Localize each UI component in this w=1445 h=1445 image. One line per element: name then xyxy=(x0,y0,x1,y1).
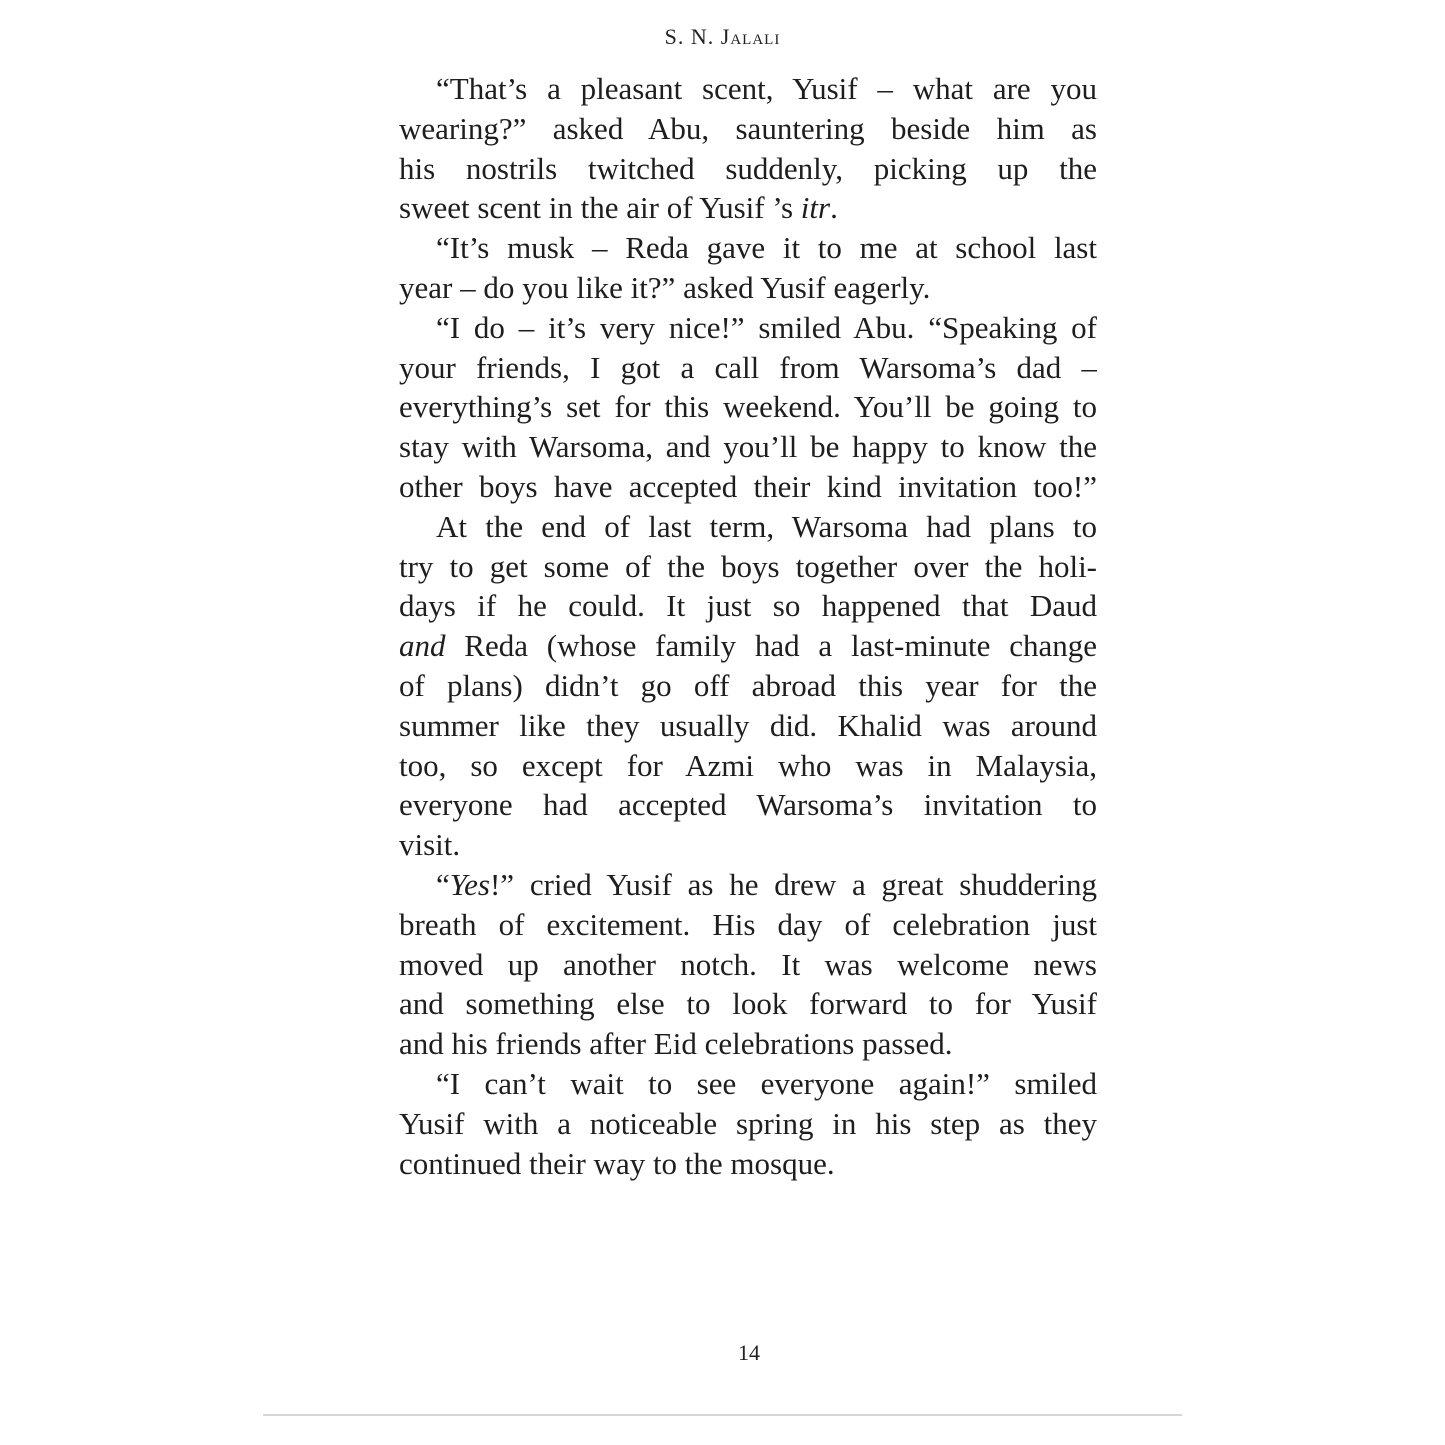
text-line: try to get some of the boys together over the holi- xyxy=(399,548,1097,584)
body-text xyxy=(399,69,1097,1183)
text-line: everything’s set for this weekend. You’ll be going to xyxy=(399,389,1097,425)
paragraph xyxy=(399,308,1097,507)
text-segment: . xyxy=(830,190,838,226)
text-line: days if he could. It just so happened that Daud xyxy=(399,588,1097,624)
text-line: “I can’t wait to see everyone again!” smiled xyxy=(436,1065,1097,1101)
text-segment: “ xyxy=(436,866,450,902)
text-line: moved up another notch. It was welcome news xyxy=(399,946,1097,982)
paragraph xyxy=(399,228,1097,308)
text-line: summer like they usually did. Khalid was around xyxy=(399,707,1097,743)
text-line: your friends, I got a call from Warsoma’s dad – xyxy=(399,349,1097,385)
text-line xyxy=(399,188,1097,228)
text-line: of plans) didn’t go off abroad this year for the xyxy=(399,667,1097,703)
text-line xyxy=(399,626,1097,666)
paragraph xyxy=(399,69,1097,228)
text-line: stay with Warsoma, and you’ll be happy to know the xyxy=(399,429,1097,465)
text-line: At the end of last term, Warsoma had plans to xyxy=(436,508,1097,544)
running-head: S. N. Jalali xyxy=(664,24,781,49)
text-line: other boys have accepted their kind invitation too!” xyxy=(399,468,1097,504)
italic-word: and xyxy=(399,628,446,664)
text-line: breath of excitement. His day of celebration just xyxy=(399,906,1097,942)
text-line: “It’s musk – Reda gave it to me at school last xyxy=(436,230,1097,266)
paragraph xyxy=(399,865,1097,1064)
italic-word: Yes xyxy=(449,866,490,902)
text-line: too, so except for Azmi who was in Malaysia, xyxy=(399,747,1097,783)
text-segment: sweet scent in the air of Yusif ’s xyxy=(399,190,801,226)
text-line: wearing?” asked Abu, sauntering beside him as xyxy=(399,110,1097,146)
text-segment: !” cried Yusif as he drew a great shuddering xyxy=(489,866,1097,902)
italic-word: itr xyxy=(800,190,831,226)
paragraph xyxy=(399,1064,1097,1183)
text-line: “I do – it’s very nice!” smiled Abu. “Speaking of xyxy=(436,309,1097,345)
text-line: and his friends after Eid celebrations passed. xyxy=(399,1026,953,1062)
bottom-divider xyxy=(263,1414,1182,1416)
text-line: “That’s a pleasant scent, Yusif – what are you xyxy=(436,71,1097,106)
text-segment: Reda (whose family had a last-minute change xyxy=(445,628,1097,664)
text-line: Yusif with a noticeable spring in his step as they xyxy=(399,1105,1097,1141)
text-line: everyone had accepted Warsoma’s invitation to xyxy=(399,787,1097,823)
page-number: 14 xyxy=(738,1340,760,1365)
text-line: and something else to look forward to for Yusif xyxy=(399,986,1097,1022)
text-line: continued their way to the mosque. xyxy=(399,1145,835,1181)
text-line: his nostrils twitched suddenly, picking up the xyxy=(399,150,1097,186)
text-line: year – do you like it?” asked Yusif eagerly. xyxy=(399,269,931,305)
text-line: visit. xyxy=(399,827,461,863)
text-line xyxy=(399,865,1097,905)
paragraph xyxy=(399,507,1097,865)
